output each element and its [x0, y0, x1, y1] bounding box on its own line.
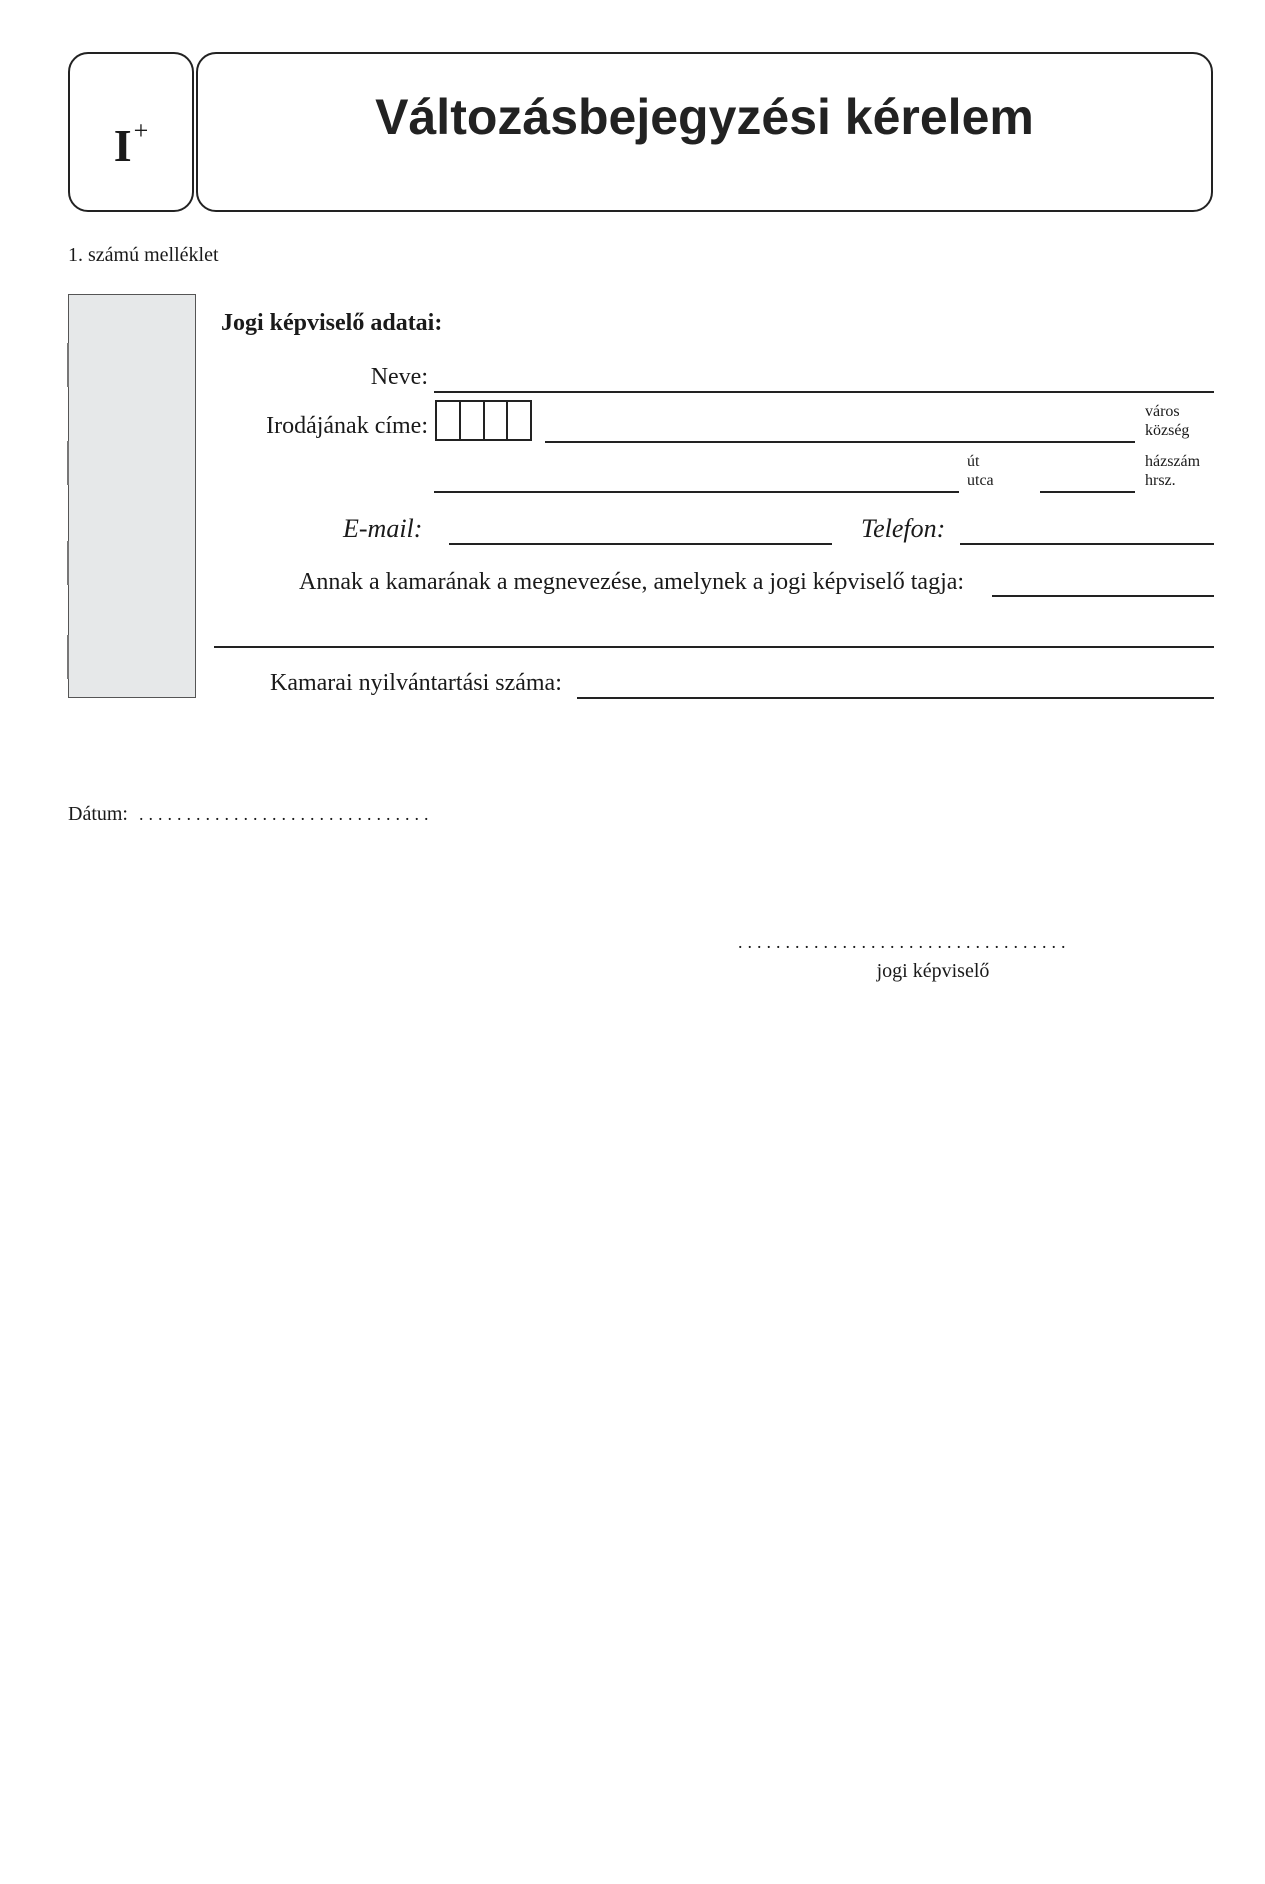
city-field[interactable]	[545, 441, 1135, 443]
house-number-field[interactable]	[1040, 491, 1135, 493]
chamber-label: Annak a kamarának a megnevezése, amelynek a jogi képviselő tagja:	[299, 569, 965, 595]
panel-tick	[67, 343, 69, 387]
street-field[interactable]	[434, 491, 959, 493]
form-code-box	[68, 52, 194, 212]
city-label: város község	[1145, 403, 1190, 439]
name-field[interactable]	[434, 391, 1214, 393]
signature-line[interactable]: ...................................	[738, 932, 1071, 952]
email-field[interactable]	[449, 543, 832, 545]
title-box	[196, 52, 1213, 212]
form-code: I+	[113, 116, 149, 171]
postal-code-digit[interactable]	[508, 402, 530, 439]
side-panel	[68, 294, 196, 698]
postal-code-digit[interactable]	[461, 402, 485, 439]
house-number-label: házszám hrsz.	[1145, 453, 1201, 489]
chamber-field[interactable]	[992, 595, 1214, 597]
panel-tick	[67, 441, 69, 485]
office-address-label: Irodájának címe:	[266, 413, 428, 439]
panel-tick	[67, 541, 69, 585]
postal-code-digit[interactable]	[485, 402, 509, 439]
postal-code-digit[interactable]	[437, 402, 461, 439]
chamber-field-continuation[interactable]	[214, 646, 1214, 648]
phone-field[interactable]	[960, 543, 1214, 545]
postal-code-field[interactable]	[435, 400, 532, 441]
registration-number-label: Kamarai nyilvántartási száma:	[270, 670, 562, 696]
appendix-label: 1. számú melléklet	[68, 244, 219, 266]
panel-tick	[67, 635, 69, 679]
date-field[interactable]: ...............................	[139, 804, 434, 824]
street-type-label: út utca	[967, 453, 994, 489]
name-label: Neve:	[370, 364, 428, 390]
email-label: E-mail:	[343, 514, 423, 543]
registration-number-field[interactable]	[577, 697, 1214, 699]
section-title: Jogi képviselő adatai:	[221, 310, 443, 336]
date-label: Dátum:	[68, 803, 128, 825]
date-row	[68, 803, 434, 826]
signature-label: jogi képviselő	[876, 960, 990, 982]
page-title: Változásbejegyzési kérelem	[375, 89, 1034, 145]
phone-label: Telefon:	[861, 514, 946, 543]
